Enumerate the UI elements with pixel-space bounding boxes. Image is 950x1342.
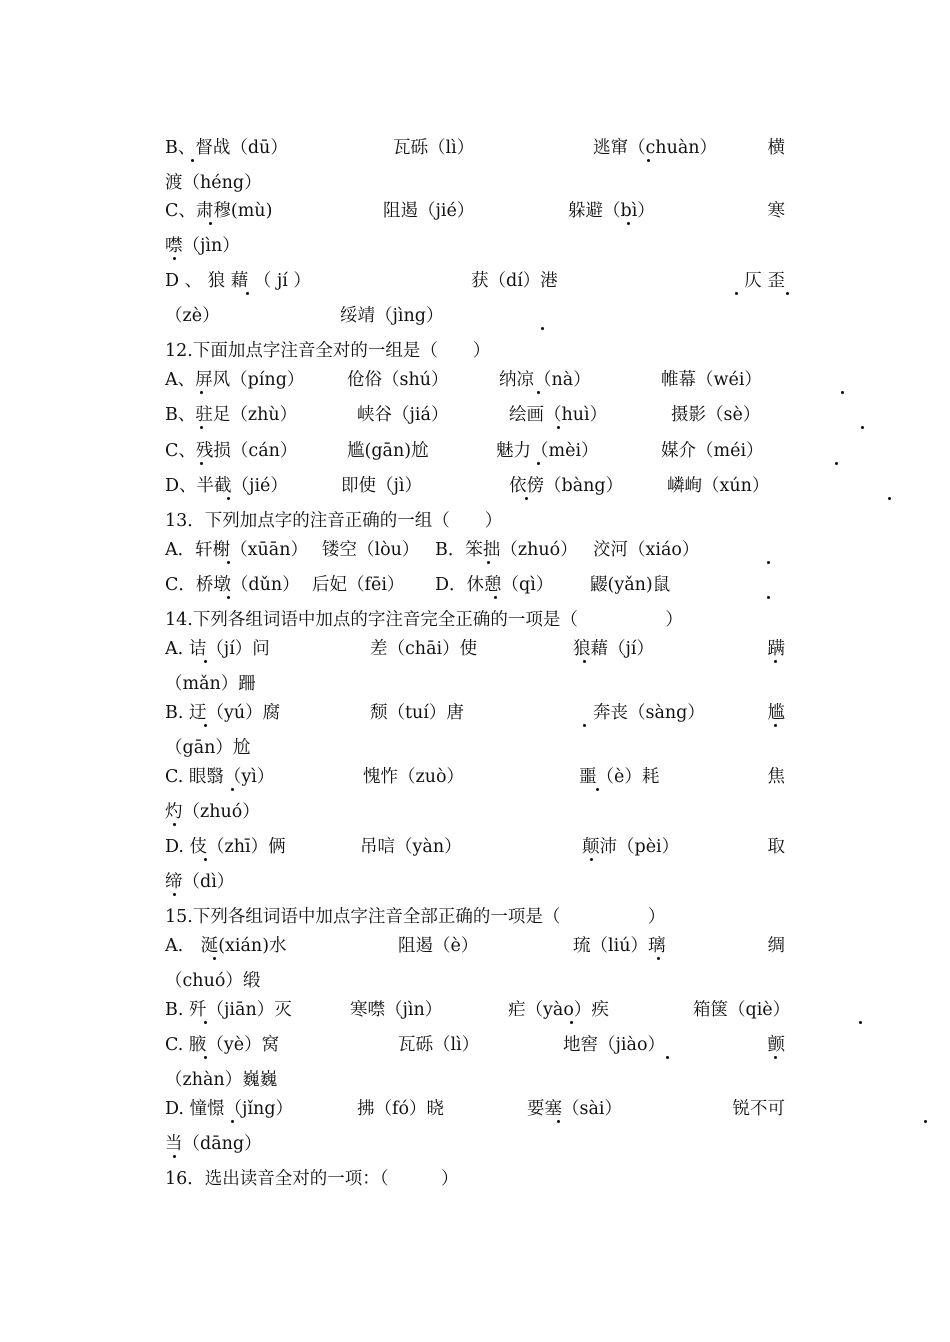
text-line	[165, 696, 785, 730]
text-segment: 阻遏（è）	[398, 936, 479, 956]
text-line	[165, 229, 785, 263]
text-segment: D、半截（jié）	[165, 476, 288, 496]
text-segment: 14.下列各组词语中加点的字注音完全正确的一项是（ ）	[165, 610, 683, 630]
emphasis-dot	[204, 858, 207, 861]
text-segment: 灼（zhuó）	[165, 802, 260, 822]
text-line	[165, 264, 785, 298]
emphasis-dot	[173, 823, 176, 826]
text-segment: 12.下面加点字注音全对的一组是（ ）	[165, 341, 491, 361]
text-line	[165, 363, 785, 397]
text-segment: 16．选出读音全对的一项：（ ）	[165, 1169, 459, 1189]
text-segment: 疟（yào）疾	[508, 1000, 609, 1020]
text-segment: C、残损（cán）	[165, 441, 298, 461]
text-segment: 依傍（bàng）	[509, 476, 624, 496]
text-segment: 吊唁（yàn）	[360, 837, 462, 857]
emphasis-dot	[200, 426, 203, 429]
text-segment: D. 憧憬（jǐng）	[165, 1099, 294, 1119]
emphasis-dot	[841, 391, 844, 394]
text-line	[165, 1028, 785, 1062]
emphasis-dot	[774, 660, 777, 663]
text-segment: 后妃（fēi）	[312, 575, 405, 595]
emphasis-dot	[861, 426, 864, 429]
emphasis-dot	[583, 724, 586, 727]
text-segment: 绸	[767, 936, 785, 956]
text-line	[165, 194, 785, 228]
text-segment: D 、 狼 藉 （ jí ）	[165, 271, 311, 291]
text-segment: 渡（héng）	[165, 173, 262, 193]
emphasis-dot	[835, 462, 838, 465]
text-segment: 噩（è）耗	[579, 767, 660, 787]
emphasis-dot	[173, 257, 176, 260]
emphasis-dot	[231, 1120, 234, 1123]
text-segment: 即使（jì）	[341, 476, 423, 496]
text-line	[165, 865, 785, 899]
text-segment: 锐不可	[732, 1099, 785, 1119]
text-segment: 峡谷（jiá）	[357, 405, 449, 425]
text-line	[165, 434, 785, 468]
text-segment: 尴(gān)尬	[347, 441, 429, 461]
text-segment: B、督战（dū）	[165, 138, 288, 158]
text-segment: 当（dāng）	[165, 1134, 262, 1154]
emphasis-dot	[767, 596, 770, 599]
text-segment: 洨河（xiáo）	[593, 540, 700, 560]
emphasis-dot	[859, 1021, 862, 1024]
text-segment: 地窖（jiào）	[563, 1035, 665, 1055]
text-segment: A、屏风（píng）	[165, 370, 305, 390]
emphasis-dot	[231, 788, 234, 791]
text-segment: 13．下列加点字的注音正确的一组（ ）	[165, 511, 503, 531]
text-segment: C. 腋（yè）窝	[165, 1035, 280, 1055]
text-segment: B、驻足（zhù）	[165, 405, 298, 425]
text-segment: （zè）	[165, 306, 220, 326]
text-segment: 焦	[767, 767, 785, 787]
text-segment: 差（chāi）使	[370, 639, 478, 659]
emphasis-dot	[173, 893, 176, 896]
text-segment: 寒	[767, 201, 785, 221]
text-segment: 蹒	[767, 639, 785, 659]
text-segment: 嶙峋（xún）	[667, 476, 770, 496]
emphasis-dot	[204, 660, 207, 663]
text-segment: 鼹(yǎn)鼠	[590, 575, 671, 595]
text-segment: 噤（jìn）	[165, 236, 240, 256]
text-segment: 颤	[767, 1035, 785, 1055]
emphasis-dot	[735, 292, 738, 295]
text-segment: 取	[767, 837, 785, 857]
text-segment: 拂（fó）晓	[357, 1099, 445, 1119]
text-segment: 伧俗（shú）	[347, 370, 449, 390]
text-line	[165, 469, 785, 503]
text-segment: 15.下列各组词语中加点字注音全部正确的一项是（ ）	[165, 907, 666, 927]
emphasis-dot	[888, 497, 891, 500]
text-segment: 纳凉（nà）	[499, 370, 591, 390]
text-segment: （zhàn）巍巍	[165, 1070, 278, 1090]
text-segment: 缔（dì）	[165, 872, 235, 892]
text-segment: 获（dí）港	[471, 271, 558, 291]
emphasis-dot	[666, 1056, 669, 1059]
text-segment: 绘画（huì）	[509, 405, 608, 425]
text-segment: 要塞（sài）	[527, 1099, 623, 1119]
emphasis-dot	[227, 561, 230, 564]
text-segment: B. 歼（jiān）灭	[165, 1000, 292, 1020]
text-segment: 躲避（bì）	[568, 201, 655, 221]
text-segment: 琉（liú）璃	[573, 936, 666, 956]
text-line	[165, 1092, 785, 1126]
text-segment: 箱箧（qiè）	[693, 1000, 791, 1020]
emphasis-dot	[209, 222, 212, 225]
emphasis-dot	[924, 1120, 927, 1123]
text-segment: 阻遏（jié）	[383, 201, 475, 221]
text-segment: （chuó）缎	[165, 971, 261, 991]
text-segment: B．笨拙（zhuó）	[435, 540, 578, 560]
text-line	[165, 568, 785, 602]
text-segment: C．桥墩（dǔn）	[165, 575, 300, 595]
emphasis-dot	[200, 391, 203, 394]
text-segment: （mǎn）跚	[165, 674, 256, 694]
text-segment: D. 伎（zhī）俩	[165, 837, 286, 857]
text-segment: （gān）尬	[165, 738, 251, 758]
text-line	[165, 533, 785, 567]
text-segment: 媒介（méi）	[661, 441, 764, 461]
text-segment: 摄影（sè）	[671, 405, 761, 425]
text-line	[165, 398, 785, 432]
text-line	[165, 632, 785, 666]
text-segment: 颓（tuí）唐	[370, 703, 464, 723]
emphasis-dot	[204, 1021, 207, 1024]
emphasis-dot	[191, 159, 194, 162]
text-segment: 尴	[767, 703, 785, 723]
text-segment: A．轩榭（xūān）	[165, 540, 308, 560]
text-segment: 镂空（lòu）	[322, 540, 420, 560]
text-segment: 仄 歪	[744, 271, 785, 291]
emphasis-dot	[227, 497, 230, 500]
emphasis-dot	[204, 724, 207, 727]
text-segment: B. 迂（yú）腐	[165, 703, 281, 723]
text-segment: A. 涎(xián)水	[165, 936, 287, 956]
text-segment: 横	[767, 138, 785, 158]
text-segment: C. 眼翳（yì）	[165, 767, 275, 787]
text-line	[165, 1127, 785, 1161]
text-segment: 寒噤（jìn）	[350, 1000, 443, 1020]
text-line	[165, 929, 785, 963]
emphasis-dot	[246, 292, 249, 295]
emphasis-dot	[774, 724, 777, 727]
text-segment: 逃窜（chuàn）	[593, 138, 718, 158]
emphasis-dot	[213, 957, 216, 960]
text-segment: 愧怍（zuò）	[363, 767, 465, 787]
text-segment: 瓦砾（lì）	[398, 1035, 480, 1055]
text-segment: 帷幕（wéi）	[661, 370, 762, 390]
emphasis-dot	[200, 462, 203, 465]
emphasis-dot	[204, 1056, 207, 1059]
text-segment: 魅力（mèi）	[496, 441, 599, 461]
text-segment: 瓦砾（lì）	[393, 138, 475, 158]
text-line	[165, 1162, 785, 1196]
text-line	[165, 760, 785, 794]
text-segment: 奔丧（sàng）	[593, 703, 705, 723]
emphasis-dot	[767, 561, 770, 564]
text-segment: C、肃穆(mù)	[165, 201, 273, 221]
emphasis-dot	[541, 327, 544, 330]
text-line	[165, 993, 791, 1027]
emphasis-dot	[774, 1056, 777, 1059]
text-line	[165, 795, 785, 829]
text-segment: 绥靖（jìng）	[340, 306, 444, 326]
text-segment: A. 诘（jí）问	[165, 639, 270, 659]
emphasis-dot	[786, 292, 789, 295]
emphasis-dot	[227, 596, 230, 599]
text-line	[165, 830, 785, 864]
emphasis-dot	[173, 1155, 176, 1158]
text-segment: 狼藉（jí）	[573, 639, 655, 659]
text-line	[165, 131, 785, 165]
text-segment: 颠沛（pèi）	[582, 837, 680, 857]
text-segment: D．休憩（qì）	[435, 575, 554, 595]
text-line	[165, 299, 785, 333]
